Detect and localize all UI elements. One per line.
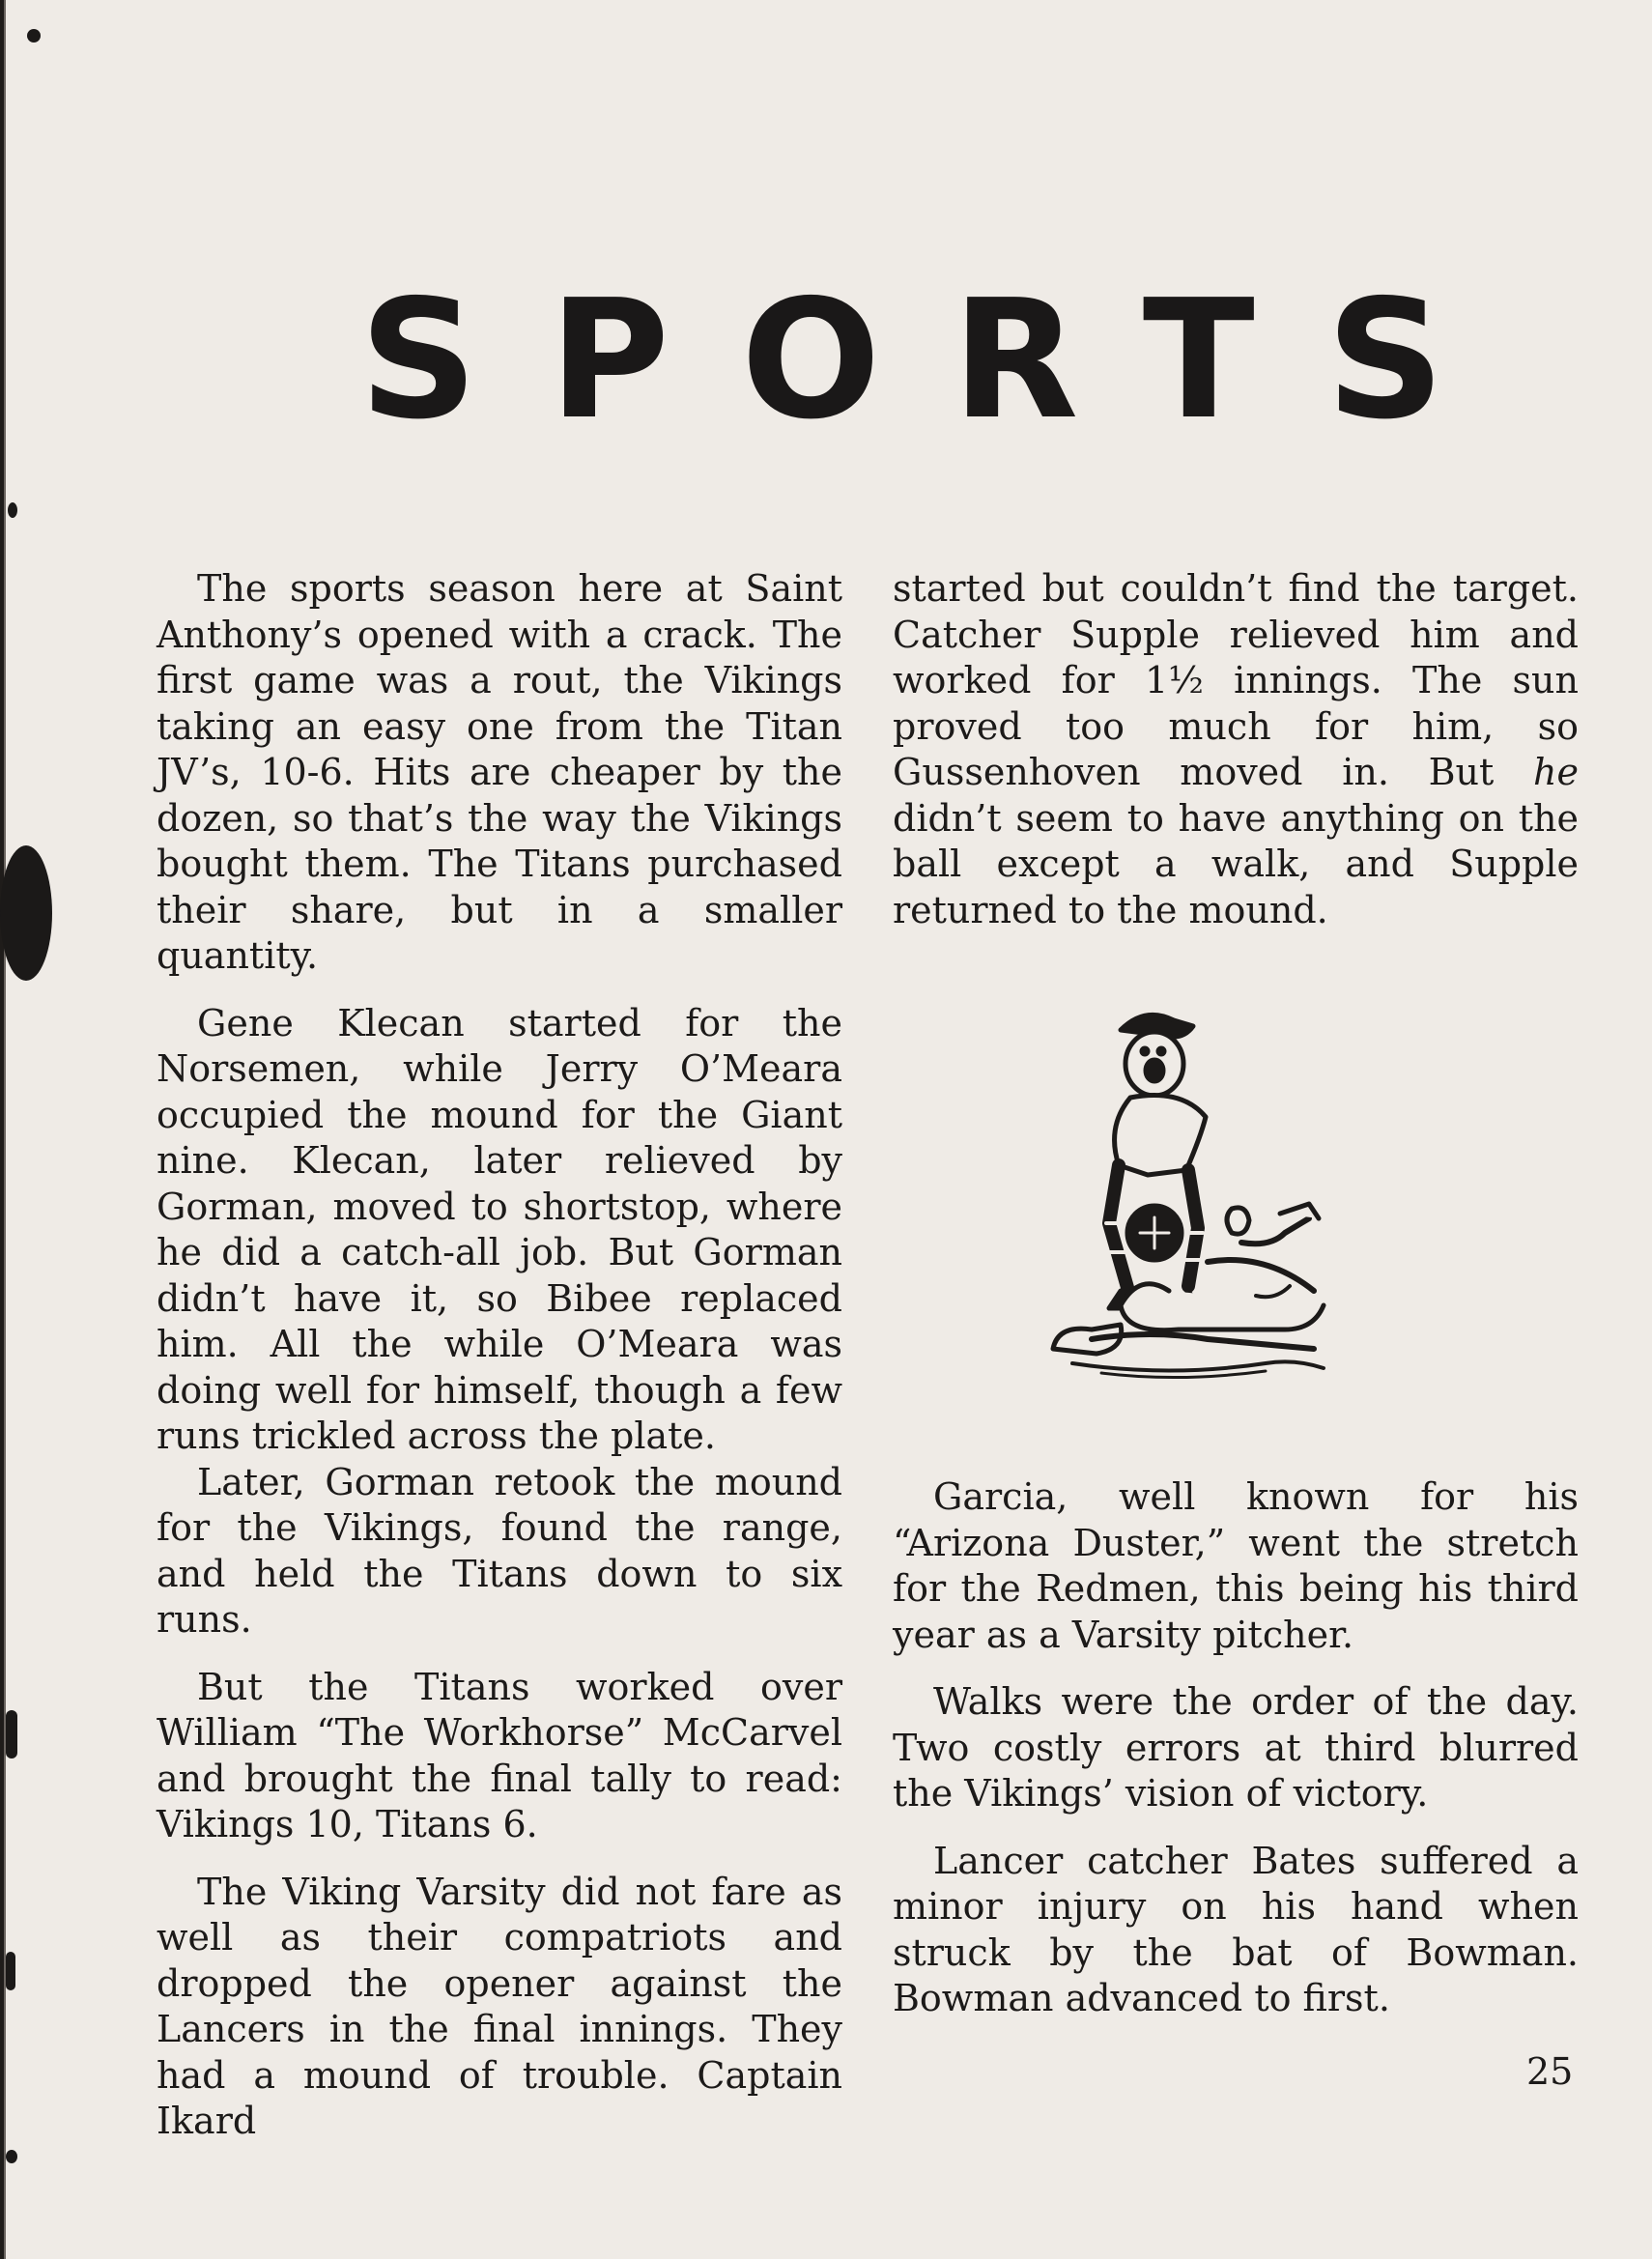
paragraph: Gene Klecan started for the Norsemen, while Jerry O’Meara occupied the mound for the Giant nine. Klecan, later relieved by Gorman, moved to shortstop, where he did a catch-all job. But Gorman didn’t have it, so Bibee replaced him. All the while O’Meara was doing well for himself, though a few runs trickled across the plate. [157,1001,842,1457]
baseball-cartoon-catcher-and-sliding-runner-icon [1034,1001,1420,1407]
paragraph: Garcia, well known for his “Arizona Duster,” went the stretch for the Redmen, this being his third year as a Varsity pitcher. [893,1475,1579,1656]
paragraph-text: started but couldn’t find the target. Catcher Supple relieved him and worked for 1½ innings. The sun proved too much for him, so Gussenhoven moved in. But [893,567,1579,793]
paragraph: The Viking Varsity did not fare as well as their compatriots and dropped the opener against the Lancers in the final innings. They had a mound of trouble. Captain Ikard [157,1870,842,2142]
paragraph: But the Titans worked over William “The Workhorse” McCarvel and brought the final tally to read: Vikings 10, Titans 6. [157,1665,842,1845]
ink-speck [6,1710,17,1759]
page-number: 25 [1526,2050,1574,2093]
paragraph-continued [893,566,1579,933]
page-edge-binding [0,0,14,2259]
paragraph: The sports season here at Saint Anthony’s opened with a crack. The first game was a rout, the Vikings taking an easy one from the Titan JV’s, 10-6. Hits are cheaper by the dozen, so that’s the way the Vikings bought them. The Titans purchased their share, but in a smaller quantity. [157,567,842,977]
paragraph: Walks were the order of the day. Two costly errors at third blurred the Vikings’ vision of victory. [893,1680,1579,1815]
ink-speck [6,2150,17,2163]
section-title: SPORTS [359,265,1517,456]
paragraph: Later, Gorman retook the mound for the Vikings, found the range, and held the Titans down to six runs. [157,1460,842,1641]
paragraph: Lancer catcher Bates suffered a minor injury on his hand when struck by the bat of Bowman. Bowman advanced to first. [893,1839,1579,2019]
ink-speck [27,29,41,43]
ink-speck [6,1952,15,1990]
paragraph-text: didn’t seem to have anything on the ball except a walk, and Supple returned to the mound. [893,796,1579,931]
emphasized-word: he [1533,751,1579,793]
ink-blot-stain [0,845,52,981]
ink-speck [8,502,17,518]
left-text-column [157,566,842,2166]
